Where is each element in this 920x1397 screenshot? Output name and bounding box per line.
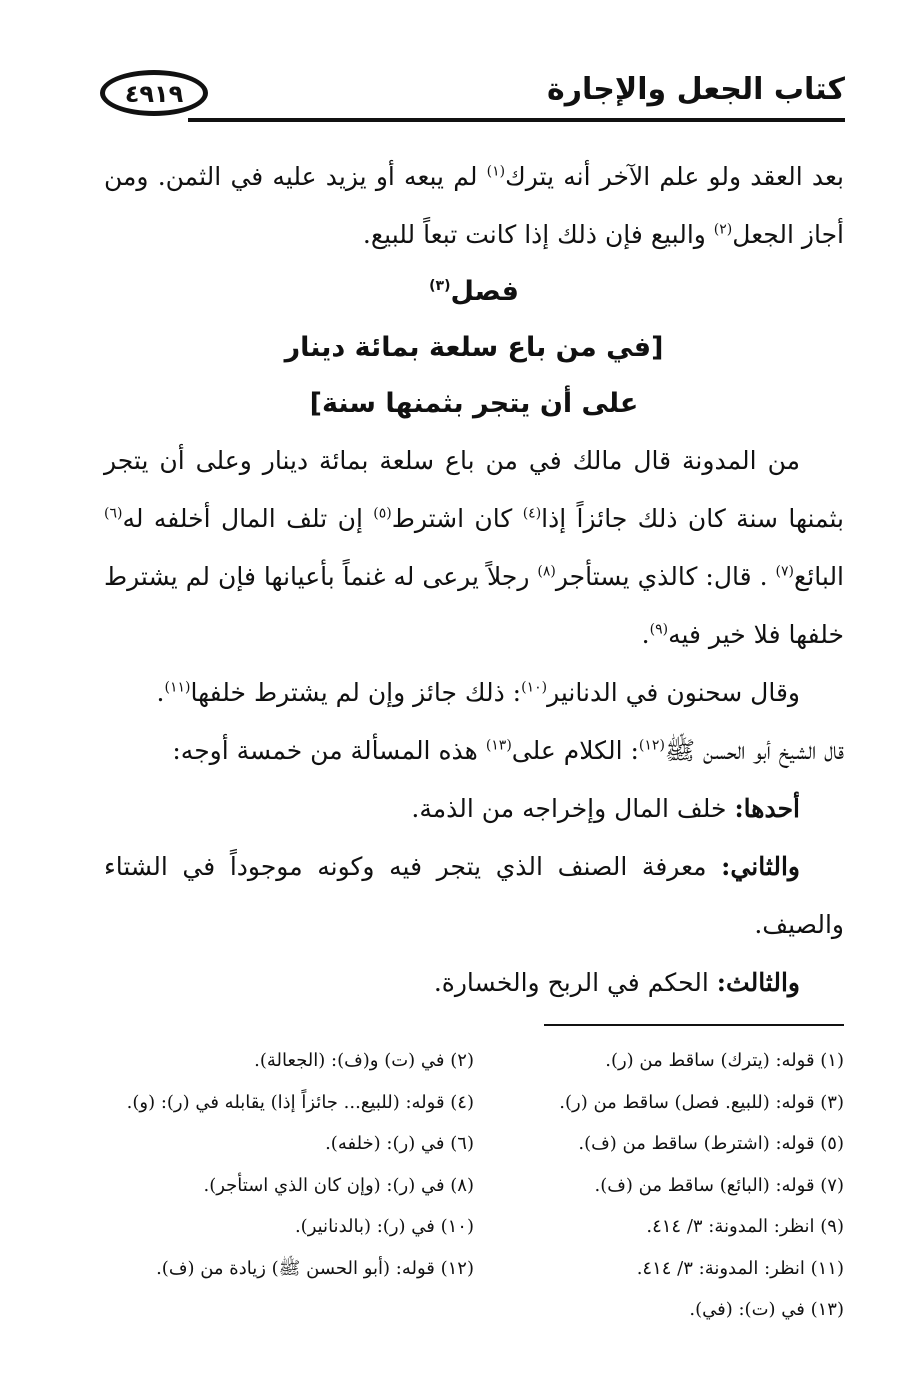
footnote-ref[interactable]: (١٣) [485, 737, 512, 754]
footnote: (٢) في (ت) و(ف): (الجعالة). [254, 1050, 474, 1071]
footnote-ref[interactable]: (٩) [649, 621, 669, 638]
footnote-ref[interactable]: (٦) [104, 505, 123, 522]
footnote: (١٣) في (ت): (في). [689, 1299, 844, 1320]
footnote-ref[interactable]: (٣) [429, 278, 451, 294]
footnote: (٣) قوله: (للبيع. فصل) ساقط من (ر). [559, 1091, 844, 1113]
page-header [100, 62, 845, 124]
main-text [104, 148, 844, 1012]
footnote: (٦) في (ر): (خلفه). [325, 1133, 474, 1154]
paragraph-abu-al-hasan: قال الشيخ أبو الحسن ﷺ$^{(١٢)}$: الكلام على$^{(١٣)}$ هذه المسألة من خمسة أوجه: [172, 736, 844, 765]
section-heading-fasl: فصل$^{(٣)}$ [429, 276, 519, 307]
list-item-third: والثالث: الحكم في الربح والخسارة. [433, 968, 800, 997]
footnote-ref[interactable]: (١) [486, 163, 506, 180]
footnote-ref[interactable]: (١١) [164, 679, 191, 696]
list-item-first: أحدها: خلف المال وإخراجه من الذمة. [411, 794, 800, 823]
footnote-separator [544, 1024, 844, 1026]
footnote: (١٢) قوله: (أبو الحسن ﷺ) زيادة من (ف). [156, 1257, 474, 1279]
paragraph-sahnun: وقال سحنون في الدنانير$^{(١٠)}$: ذلك جائز وإن لم يشترط خلفها$^{(١١)}$. [156, 678, 800, 707]
footnote-ref[interactable]: (١٠) [521, 679, 548, 696]
footnote-ref[interactable]: (٤) [522, 505, 542, 522]
list-item-second: والثاني: معرفة الصنف الذي يتجر فيه وكونه موجوداً في الشتاء والصيف. [104, 852, 844, 939]
footnote-ref[interactable]: (٢) [713, 221, 733, 238]
footnote-ref[interactable]: (٧) [775, 563, 795, 580]
footnote: (٨) في (ر): (وإن كان الذي استأجر). [203, 1174, 474, 1196]
section-title-line-1: [في من باع سلعة بمائة دينار [284, 332, 664, 363]
page-number: ٤٩١٩ [100, 70, 208, 116]
footnote-ref[interactable]: (٥) [373, 505, 392, 522]
footnote: (٤) قوله: (للبيع... جائزاً إذا) يقابله في (ر): (و). [126, 1091, 474, 1113]
section-title-line-2: على أن يتجر بثمنها سنة] [309, 388, 639, 419]
footnote-ref[interactable]: (٨) [537, 563, 556, 580]
footnote: (١٠) في (ر): (بالدنانير). [294, 1216, 474, 1237]
footnote: (٥) قوله: (اشترط) ساقط من (ف). [578, 1133, 844, 1154]
header-rule [188, 118, 845, 122]
footnote: (٩) انظر: المدونة: ٣/ ٤١٤. [646, 1216, 844, 1237]
footnote: (٧) قوله: (البائع) ساقط من (ف). [594, 1174, 844, 1196]
opening-paragraph: بعد العقد ولو علم الآخر أنه يترك$^{(١)}$ لم يبعه أو يزيد عليه في الثمن. ومن أجاز الجعل$^{(٢)}$ والبيع فإن ذلك إذا كانت تبعاً للبيع. [104, 162, 844, 249]
footnote: (١) قوله: (يترك) ساقط من (ر). [605, 1050, 844, 1071]
footnotes [104, 1040, 844, 1331]
paragraph-mudawwana: من المدونة قال مالك في من باع سلعة بمائة دينار وعلى أن يتجر بثمنها سنة كان ذلك جائزاً إذا$^{(٤)}$ كان اشترط$^{(٥)}$ إن تلف المال أخلفه له$^{(٦)}$ البائع$^{(٧)}$ . قال: كالذي يستأجر$^{(٨)}$ رجلاً يرعى له غنماً بأعيانها فإن لم يشترط خلفها فلا خير فيه$^{(٩)}$. [104, 446, 845, 649]
book-title: كتاب الجعل والإجارة [546, 72, 845, 107]
footnote: (١١) انظر: المدونة: ٣/ ٤١٤. [636, 1257, 844, 1279]
footnote-ref[interactable]: (١٢) [638, 737, 665, 754]
